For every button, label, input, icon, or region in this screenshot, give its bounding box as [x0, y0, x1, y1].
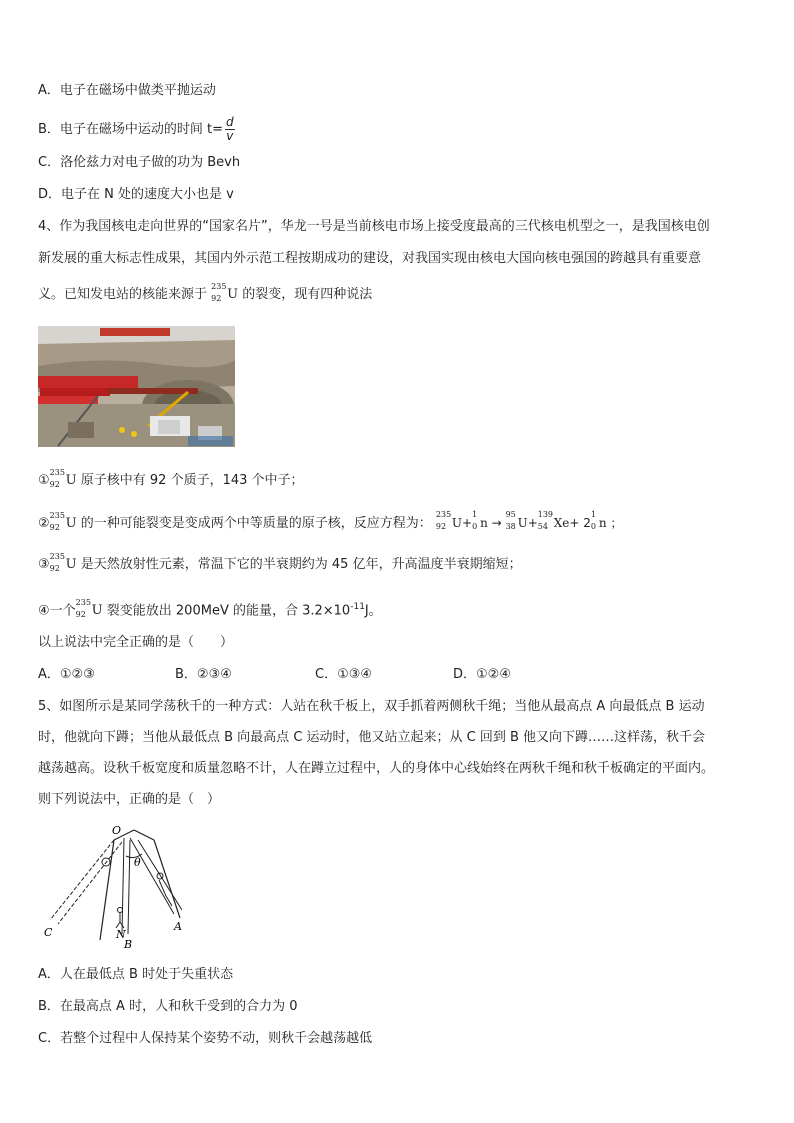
q5-line-3: 越荡越高。设秋千板宽度和质量忽略不计，人在蹲立过程中，人的身体中心线始终在两秋千绳和秋千板确定的平面内。 — [38, 761, 715, 776]
q4-question: 以上说法中完全正确的是（ ） — [38, 635, 234, 650]
q5-option-a: A．人在最低点 B 时处于失重状态 — [38, 967, 234, 982]
plus-sign: + — [462, 516, 473, 530]
q5-option-b: B．在最高点 A 时，人和秋千受到的合力为 0 — [38, 999, 298, 1014]
statement-1-mark: ① — [38, 473, 50, 488]
nuclide-symbol: n — [480, 516, 488, 530]
q4-line-1: 4、作为我国核电走向世界的“国家名片”，华龙一号是当前核电市场上接受度最高的三代核电机型之一，是我国核电创 — [38, 219, 710, 234]
nuclide-u235 — [211, 282, 239, 304]
q4-options — [38, 666, 511, 684]
fraction-d-over-v — [225, 116, 235, 143]
nuclide-symbol: U — [517, 516, 528, 530]
statement-1-text: 原子核中有 92 个质子，143 个中子； — [80, 473, 304, 488]
nuclide-atomic-number: 92 — [211, 294, 222, 303]
q5-line-2: 时，他就向下蹲；当他从最低点 B 向最高点 C 运动时，他又站立起来；从 C 回到 B 他又向下蹲……这样荡，秋千会 — [38, 730, 706, 745]
q4-option-a: A．①②③ — [38, 667, 95, 682]
q3-option-b — [38, 116, 235, 143]
q5-option-c: C．若整个过程中人保持某个姿势不动，则秋千会越荡越低 — [38, 1031, 373, 1046]
label-theta: θ — [134, 856, 141, 869]
q4-line-2: 新发展的重大标志性成果，其国内外示范工程按期成功的建设，对我国实现由核电大国向核电强国的跨越具有重要意 — [38, 251, 702, 266]
label-a: A — [174, 920, 182, 933]
nuclide-mass-number: 235 — [435, 510, 452, 519]
statement-2-mark: ② — [38, 516, 50, 531]
nuclide-neutron — [472, 510, 488, 532]
fission-equation — [435, 510, 623, 531]
q3-option-d: D．电子在 N 处的速度大小也是 v — [38, 187, 234, 202]
statement-2-end: ； — [610, 516, 623, 530]
nuclide-atomic-number: 92 — [49, 480, 60, 489]
q4-line-3 — [38, 282, 373, 304]
nuclide-symbol: n — [598, 516, 607, 530]
statement-3 — [38, 552, 522, 574]
label-c: C — [44, 926, 53, 939]
fraction-numerator: d — [226, 115, 234, 129]
q3-option-b-text: B．电子在磁场中运动的时间 t= — [38, 122, 224, 137]
label-n: N — [116, 928, 126, 941]
statement-4 — [38, 598, 382, 620]
statement-3-text: 是天然放射性元素，常温下它的半衰期约为 45 亿年，升高温度半衰期缩短； — [80, 557, 522, 572]
statement-4-text: 裂变能放出 200MeV 的能量，合 3.2×10 — [106, 603, 351, 619]
statement-4-unit: J。 — [364, 603, 382, 619]
exponent: -11 — [350, 602, 365, 612]
nuclide-mass-number: 235 — [49, 511, 65, 520]
nuclide-atomic-number: 0 — [472, 522, 478, 531]
nuclide-u235 — [435, 510, 463, 532]
statement-1 — [38, 468, 304, 490]
nuclide-atomic-number: 0 — [590, 522, 597, 531]
label-o: O — [112, 824, 122, 837]
nuclide-mass-number: 95 — [505, 510, 516, 519]
label-b: B — [124, 938, 133, 950]
plus-sign: + — [527, 516, 538, 530]
nuclide-atomic-number: 92 — [49, 564, 60, 573]
q3-option-a: A．电子在磁场中做类平抛运动 — [38, 83, 216, 98]
nuclide-neutron — [590, 510, 607, 532]
nuclide-symbol: U — [451, 516, 463, 530]
swing-diagram — [42, 810, 192, 950]
nuclide-atomic-number: 92 — [435, 522, 447, 531]
nuclide-symbol: U — [91, 603, 103, 619]
q5-line-4: 则下列说法中，正确的是（ ） — [38, 792, 221, 807]
nuclide-symbol: U — [65, 473, 77, 488]
q4-line-3-suffix: 的裂变，现有四种说法 — [242, 287, 373, 302]
nuclide-u235 — [75, 598, 103, 620]
fraction-denominator: v — [226, 129, 234, 143]
q4-line-3-prefix: 义。已知发电站的核能来源于 — [38, 287, 208, 302]
statement-3-mark: ③ — [38, 557, 50, 572]
statement-2 — [38, 510, 623, 533]
nuclide-mass-number: 235 — [49, 552, 65, 561]
nuclear-plant-construction-photo — [38, 326, 235, 447]
nuclide-atomic-number: 54 — [537, 522, 548, 531]
nuclide-mass-number: 235 — [211, 282, 227, 291]
q4-option-d: D．①②④ — [453, 667, 511, 682]
q4-option-c: C．①③④ — [315, 667, 373, 682]
nuclide-mass-number: 235 — [75, 598, 91, 608]
nuclide-atomic-number: 92 — [49, 523, 60, 532]
nuclide-u235 — [49, 511, 77, 533]
statement-4-mark: ④ — [38, 603, 50, 619]
nuclide-mass-number: 235 — [49, 468, 65, 477]
reaction-arrow: → — [491, 516, 502, 530]
nuclide-symbol: U — [227, 287, 239, 302]
nuclide-mass-number: 139 — [537, 510, 554, 519]
nuclide-symbol: U — [65, 516, 77, 531]
nuclide-u235 — [49, 552, 77, 574]
nuclide-product-1 — [505, 510, 528, 532]
q4-option-b: B．②③④ — [175, 667, 232, 682]
statement-2-text: 的一种可能裂变是变成两个中等质量的原子核，反应方程为： — [80, 516, 432, 531]
nuclide-mass-number: 1 — [590, 510, 597, 519]
plus-two-sign: + 2 — [569, 516, 591, 530]
nuclide-atomic-number: 92 — [75, 610, 86, 620]
nuclide-mass-number: 1 — [472, 510, 478, 519]
q3-option-c: C．洛伦兹力对电子做的功为 Bevh — [38, 155, 241, 170]
nuclide-xe139 — [537, 510, 570, 532]
nuclide-u235 — [49, 468, 77, 490]
nuclide-symbol: Xe — [553, 516, 570, 530]
nuclide-symbol: U — [65, 557, 77, 572]
statement-4-prefix: 一个 — [49, 603, 76, 619]
nuclide-atomic-number: 38 — [505, 522, 516, 531]
q5-line-1: 5、如图所示是某同学荡秋千的一种方式：人站在秋千板上，双手抓着两侧秋千绳；当他从最高点 A 向最低点 B 运动 — [38, 699, 705, 714]
